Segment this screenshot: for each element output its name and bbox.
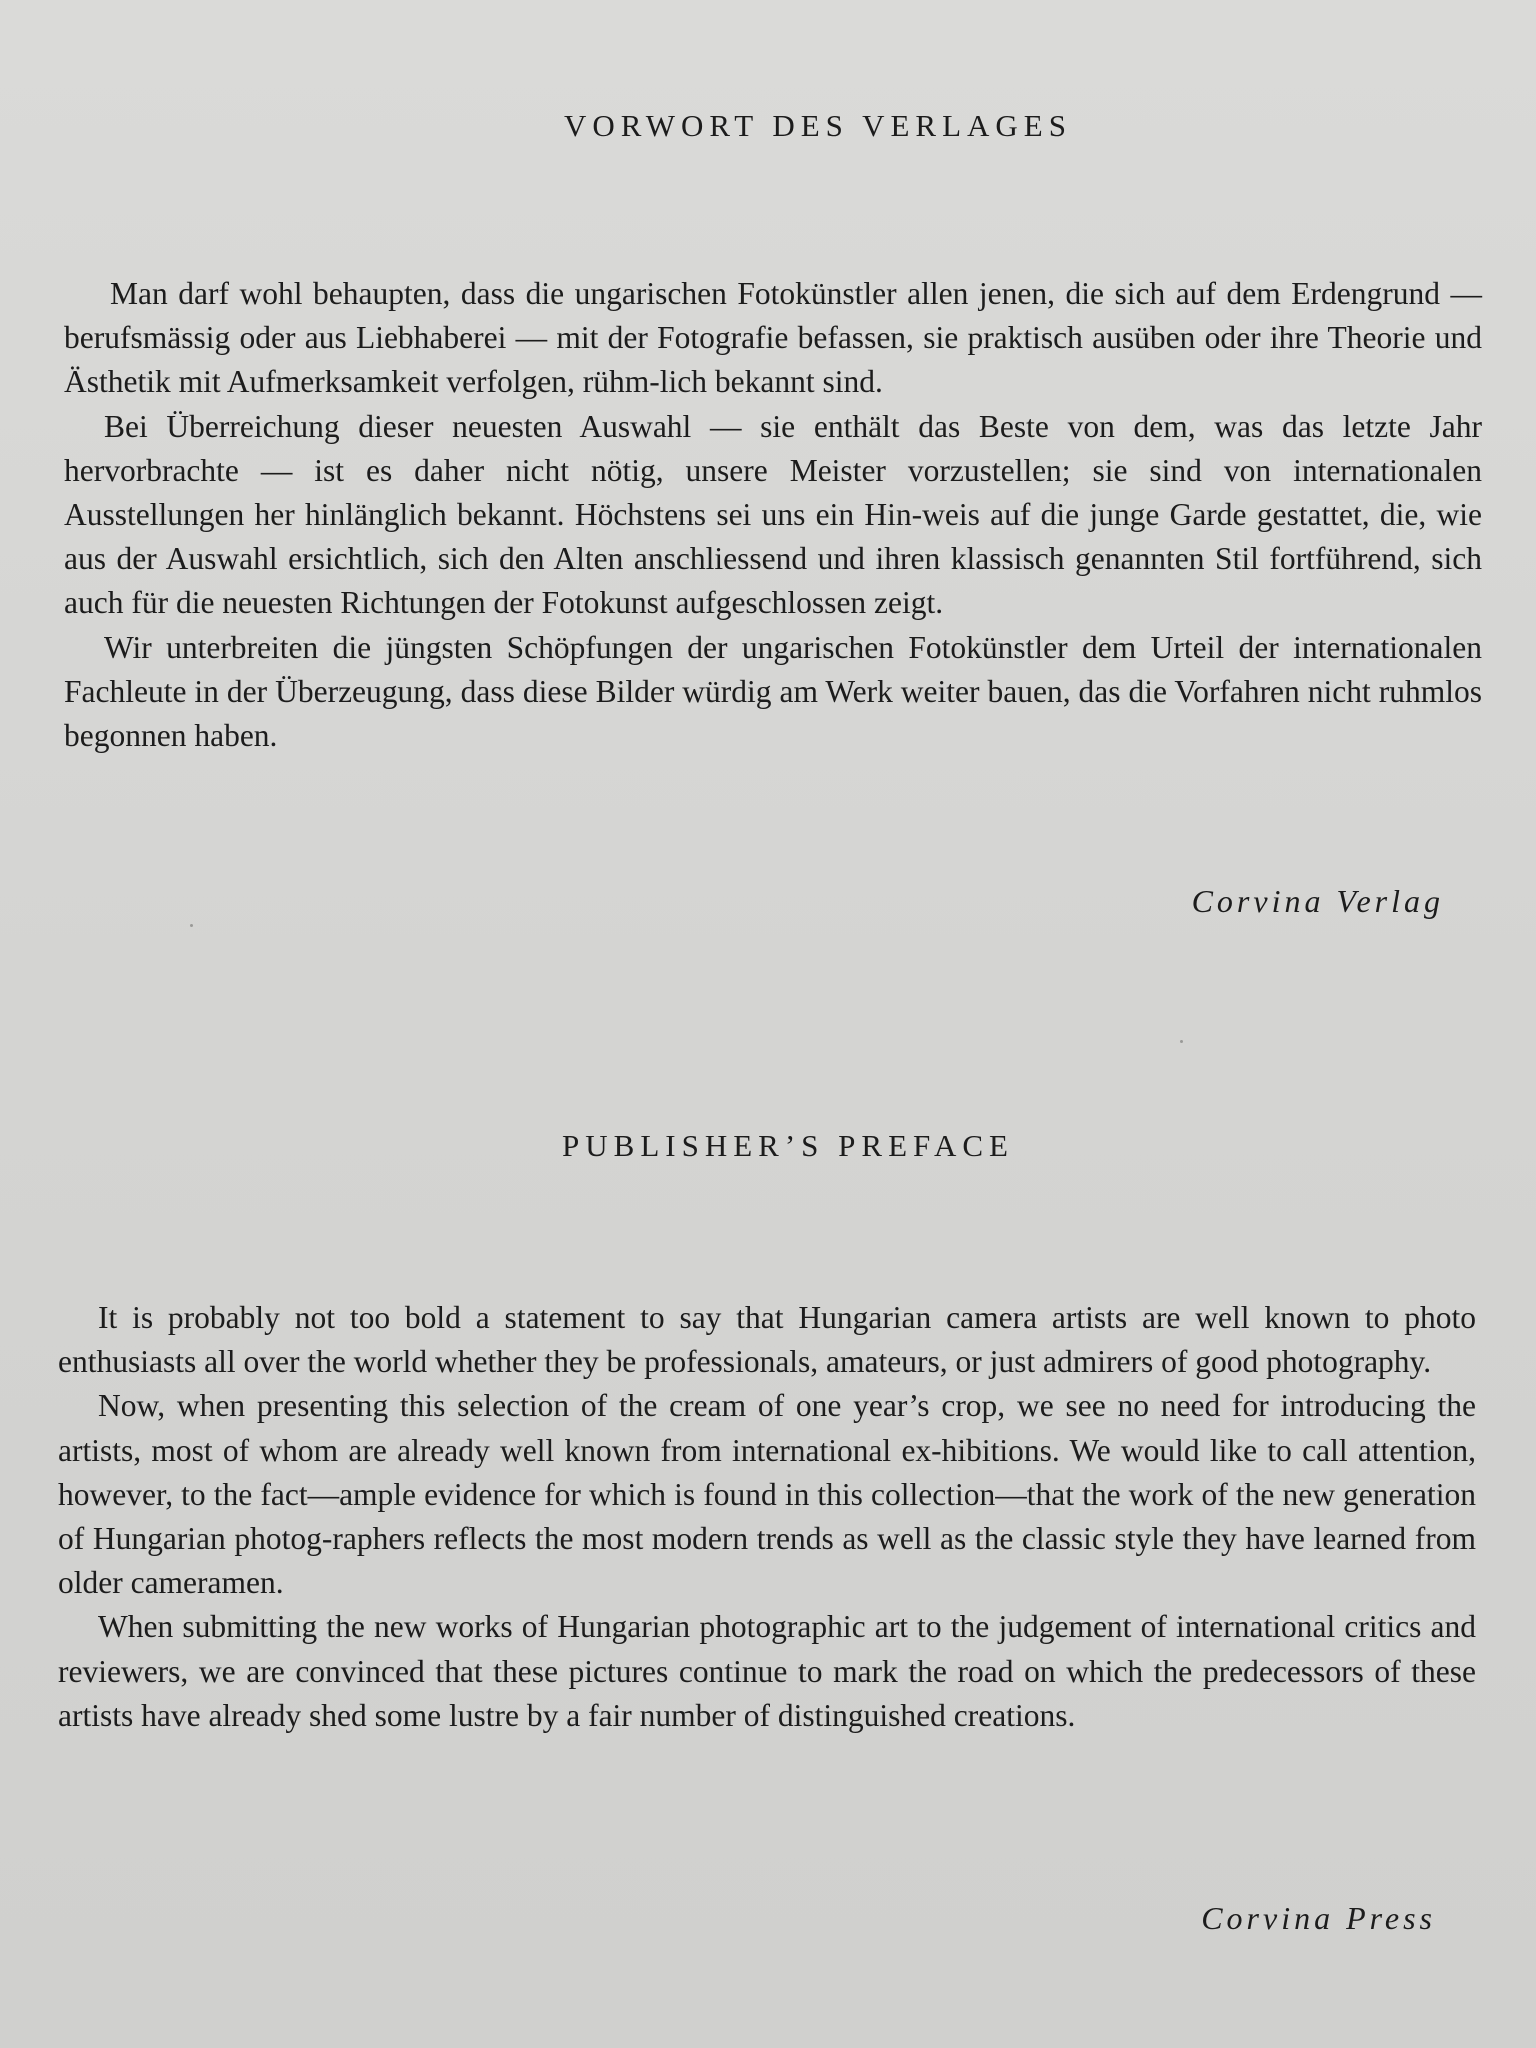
paper-speck [190, 924, 193, 927]
english-preface-title: PUBLISHER’S PREFACE [562, 1128, 1014, 1163]
german-signature: Corvina Verlag [1191, 883, 1444, 919]
german-paragraph-3: Wir unterbreiten die jüngsten Schöpfungen der ungarischen Fotokünstler dem Urteil der internationalen Fachleute in der Überzeugung, dass diese Bilder würdig am Werk weiter bauen, das die Vorfahren nicht ruhmlos begonnen haben. [64, 629, 1482, 754]
german-preface-body [64, 272, 1482, 758]
german-paragraph-1: Man darf wohl behaupten, dass die ungarischen Fotokünstler allen jenen, die sich auf dem Erdengrund — berufsmässig oder aus Liebhaberei — mit der Fotografie befassen, sie praktisch ausüben oder ihre Theorie und Ästhetik mit Aufmerksamkeit verfolgen, rühm-lich bekannt sind. [64, 276, 1482, 400]
english-paragraph-1: It is probably not too bold a statement to say that Hungarian camera artists are well known to photo enthusiasts all over the world whether they be professionals, amateurs, or just admirers of good photography. [58, 1300, 1476, 1380]
german-preface-title: VORWORT DES VERLAGES [564, 108, 1072, 143]
english-paragraph-3: When submitting the new works of Hungarian photographic art to the judgement of international critics and reviewers, we are convinced that these pictures continue to mark the road on which the predecessors of these artists have already shed some lustre by a fair number of distinguished creations. [58, 1609, 1476, 1733]
paper-speck [1180, 1040, 1183, 1043]
german-paragraph-2: Bei Überreichung dieser neuesten Auswahl — sie enthält das Beste von dem, was das letzte Jahr hervorbrachte — ist es daher nicht nötig, unsere Meister vorzustellen; sie sind von internationalen Ausstellungen her hinlänglich bekannt. Höchstens sei uns ein Hin-weis auf die junge Garde gestattet, die, wie aus der Auswahl ersichtlich, sich den Alten anschliessend und ihren klassisch genannten Stil fortführend, sich auch für die neuesten Richtungen der Fotokunst aufgeschlossen zeigt. [64, 408, 1482, 621]
english-preface-body [58, 1296, 1476, 1738]
english-paragraph-2: Now, when presenting this selection of the cream of one year’s crop, we see no need for introducing the artists, most of whom are already well known from international ex-hibitions. We would like to call attention, however, to the fact—ample evidence for which is found in this collection—that the work of the new generation of Hungarian photog-raphers reflects the most modern trends as well as the classic style they have learned from older cameramen. [58, 1388, 1476, 1601]
english-signature: Corvina Press [1201, 1900, 1436, 1936]
